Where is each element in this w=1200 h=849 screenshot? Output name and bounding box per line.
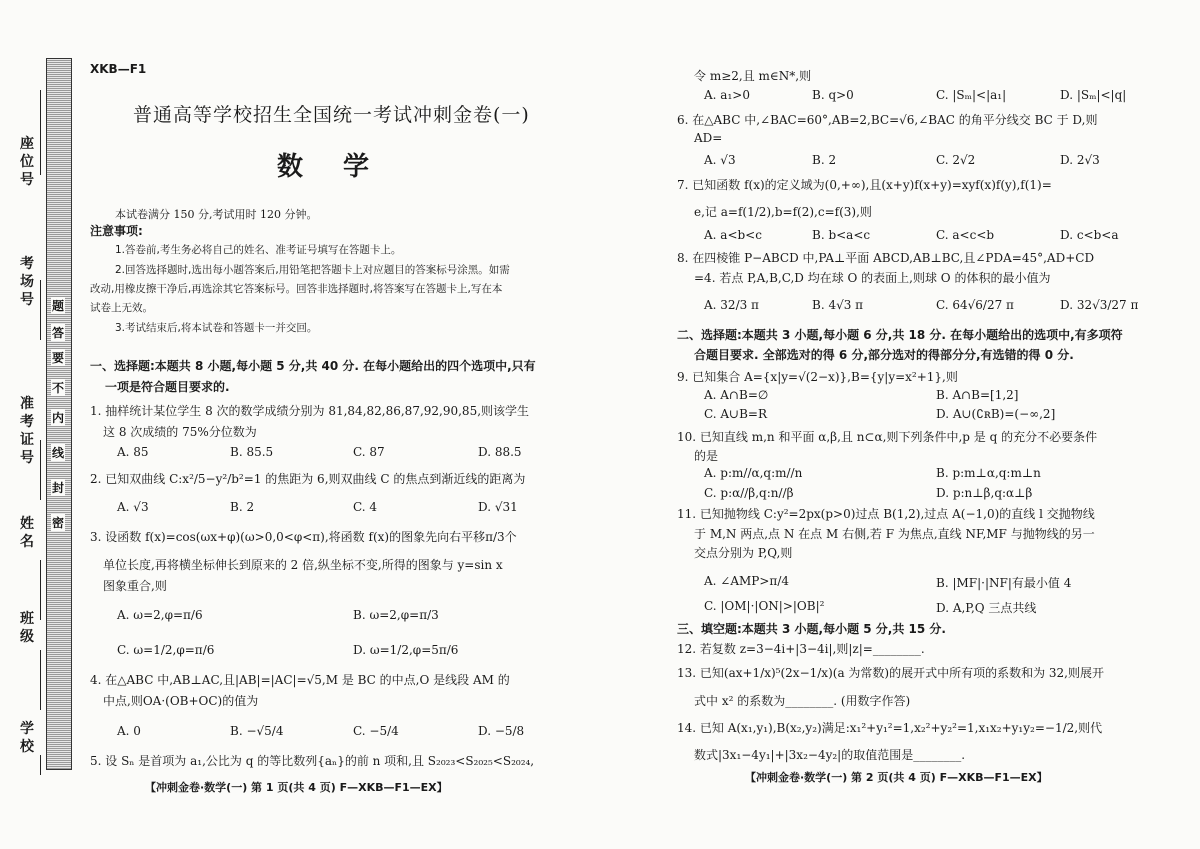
field-line: [40, 560, 41, 620]
option-d: D. A,P,Q 三点共线: [936, 601, 1037, 615]
name-label: 姓名: [20, 516, 36, 550]
question-text: =4. 若点 P,A,B,C,D 均在球 O 的表面上,则球 O 的体积的最小值为: [694, 271, 1051, 285]
seal-char: 密: [51, 516, 64, 530]
question-text: 交点分别为 P,Q,则: [694, 546, 793, 560]
question-text: 4. 在△ABC 中,AB⊥AC,且|AB|=|AC|=√5,M 是 BC 的中点,O 是线段 AM 的: [90, 673, 510, 687]
option-b: B. 2: [230, 500, 255, 514]
option-b: B. −√5/4: [230, 724, 284, 738]
option-d: D. c<b<a: [1060, 228, 1119, 242]
option-b: B. q>0: [812, 88, 854, 102]
field-line: [40, 755, 41, 775]
question-text: 3. 设函数 f(x)=cos(ωx+φ)(ω>0,0<φ<π),将函数 f(x)的图象先向右平移π/3个: [90, 530, 517, 544]
option-a: A. A∩B=∅: [704, 388, 769, 402]
question-text: 1. 抽样统计某位学生 8 次的数学成绩分别为 81,84,82,86,87,92,90,85,则该学生: [90, 404, 530, 418]
option-b: B. 2: [812, 153, 837, 167]
question-text: 的是: [694, 449, 719, 463]
school-label: 学校: [20, 721, 36, 755]
option-a: A. p:m//α,q:m//n: [704, 466, 803, 480]
option-a: A. √3: [704, 153, 736, 167]
option-d: D. ω=1/2,φ=5π/6: [353, 643, 459, 657]
note-line: 3.考试结束后,将本试卷和答题卡一并交回。: [115, 322, 318, 334]
question-text: 9. 已知集合 A={x|y=√(2−x)},B={y|y=x²+1},则: [677, 370, 958, 384]
note-line: 改动,用橡皮擦干净后,再选涂其它答案标号。回答非选择题时,将答案写在答题卡上,写在本: [90, 283, 503, 295]
seal-char: 封: [51, 481, 64, 495]
exam-intro: 本试卷满分 150 分,考试用时 120 分钟。: [115, 208, 318, 221]
right-page: [672, 0, 1192, 849]
question-text: 13. 已知(ax+1/x)⁵(2x−1/x)(a 为常数)的展开式中所有项的系数和为 32,则展开: [677, 666, 1104, 680]
seal-char: 要: [51, 351, 64, 365]
question-text: 图象重合,则: [103, 579, 167, 593]
option-a: A. √3: [117, 500, 149, 514]
field-line: [40, 440, 41, 500]
option-b: B. p:m⊥α,q:m⊥n: [936, 466, 1041, 480]
seal-char: 答: [51, 326, 64, 340]
note-line: 1.答卷前,考生务必将自己的姓名、准考证号填写在答题卡上。: [115, 244, 402, 256]
option-b: B. 85.5: [230, 445, 274, 459]
question-text: AD=: [694, 131, 723, 145]
question-text: 8. 在四棱锥 P−ABCD 中,PA⊥平面 ABCD,AB⊥BC,且∠PDA=45°,AD+CD: [677, 251, 1095, 265]
option-d: D. −5/8: [478, 724, 525, 738]
option-d: D. √31: [478, 500, 518, 514]
seal-line-column: [46, 58, 72, 770]
section-heading: 三、填空题:本题共 3 小题,每小题 5 分,共 15 分.: [677, 622, 946, 636]
question-text: 7. 已知函数 f(x)的定义域为(0,+∞),且(x+y)f(x+y)=xyf(x)f(y),f(1)=: [677, 178, 1052, 192]
class-label: 班级: [20, 611, 36, 645]
seal-char: 内: [51, 411, 64, 425]
option-a: A. ∠AMP>π/4: [704, 574, 789, 588]
section-heading: 二、选择题:本题共 3 小题,每小题 6 分,共 18 分. 在每小题给出的选项中,有多项符: [677, 328, 1123, 342]
question-text: 11. 已知抛物线 C:y²=2px(p>0)过点 B(1,2),过点 A(−1,0)的直线 l 交抛物线: [677, 507, 1095, 521]
option-b: B. |MF|·|NF|有最小值 4: [936, 576, 1072, 590]
option-a: A. 32/3 π: [704, 298, 759, 312]
option-a: A. 0: [117, 724, 141, 738]
option-a: A. a₁>0: [704, 88, 750, 102]
option-c: C. a<c<b: [936, 228, 995, 242]
question-text: 数式|3x₁−4y₁|+|3x₂−4y₂|的取值范围是________.: [694, 748, 966, 762]
option-c: C. p:α//β,q:n//β: [704, 486, 794, 500]
option-c: C. 64√6/27 π: [936, 298, 1014, 312]
section-heading: 合题目要求. 全部选对的得 6 分,部分选对的得部分分,有选错的得 0 分.: [694, 348, 1074, 362]
question-text: 于 M,N 两点,点 N 在点 M 右侧,若 F 为焦点,直线 NF,MF 与抛物线的另一: [694, 527, 1095, 541]
question-text: 10. 已知直线 m,n 和平面 α,β,且 n⊂α,则下列条件中,p 是 q 的充分不必要条件: [677, 430, 1098, 444]
section-heading: 一、选择题:本题共 8 小题,每小题 5 分,共 40 分. 在每小题给出的四个选项中,只有: [90, 359, 536, 373]
option-d: D. A∪(∁ʀB)=(−∞,2]: [936, 407, 1056, 421]
option-c: C. 2√2: [936, 153, 976, 167]
seat-number-label: 座位号: [20, 136, 36, 188]
exam-title: 普通高等学校招生全国统一考试冲刺金卷(一): [133, 104, 530, 126]
question-text: e,记 a=f(1/2),b=f(2),c=f(3),则: [694, 205, 872, 219]
question-text: 令 m≥2,且 m∈N*,则: [694, 69, 812, 83]
field-line: [40, 650, 41, 710]
seal-char: 题: [51, 299, 64, 313]
field-line: [40, 90, 41, 175]
field-line: [40, 280, 41, 340]
option-c: C. 87: [353, 445, 385, 459]
note-line: 2.回答选择题时,选出每小题答案后,用铅笔把答题卡上对应题目的答案标号涂黑。如需: [115, 264, 510, 276]
question-text: 5. 设 Sₙ 是首项为 a₁,公比为 q 的等比数列{aₙ}的前 n 项和,且 S₂₀₂₃<S₂₀₂₅<S₂₀₂₄,: [90, 754, 535, 768]
question-text: 2. 已知双曲线 C:x²/5−y²/b²=1 的焦距为 6,则双曲线 C 的焦点到渐近线的距离为: [90, 472, 526, 486]
question-text: 单位长度,再将横坐标伸长到原来的 2 倍,纵坐标不变,所得的图象与 y=sin x: [103, 558, 503, 572]
question-text: 中点,则OA·(OB+OC)的值为: [103, 694, 259, 708]
page-footer: 【冲刺金卷·数学(一) 第 1 页(共 4 页) F—XKB—F1—EX】: [145, 781, 448, 794]
seal-char: 不: [51, 381, 64, 395]
option-c: C. |OM|·|ON|>|OB|²: [704, 599, 825, 613]
question-text: 6. 在△ABC 中,∠BAC=60°,AB=2,BC=√6,∠BAC 的角平分线交 BC 于 D,则: [677, 113, 1098, 127]
option-b: B. A∩B=[1,2]: [936, 388, 1019, 402]
option-c: C. 4: [353, 500, 378, 514]
admission-number-label: 准考证号: [20, 396, 36, 466]
option-b: B. 4√3 π: [812, 298, 864, 312]
exam-room-label: 考场号: [20, 256, 36, 308]
option-b: B. ω=2,φ=π/3: [353, 608, 439, 622]
option-d: D. p:n⊥β,q:α⊥β: [936, 486, 1033, 500]
option-a: A. a<b<c: [704, 228, 762, 242]
question-text: 式中 x² 的系数为________. (用数字作答): [694, 694, 911, 708]
notes-title: 注意事项:: [90, 224, 143, 238]
option-b: B. b<a<c: [812, 228, 871, 242]
option-a: A. ω=2,φ=π/6: [117, 608, 203, 622]
seal-char: 线: [51, 446, 64, 460]
option-d: D. 2√3: [1060, 153, 1100, 167]
option-d: D. 88.5: [478, 445, 522, 459]
question-text: 14. 已知 A(x₁,y₁),B(x₂,y₂)满足:x₁²+y₁²=1,x₂²+y₂²=1,x₁x₂+y₁y₂=−1/2,则代: [677, 721, 1103, 735]
option-c: C. −5/4: [353, 724, 399, 738]
option-d: D. 32√3/27 π: [1060, 298, 1139, 312]
option-d: D. |Sₘ|<|q|: [1060, 88, 1127, 102]
note-line: 试卷上无效。: [90, 302, 153, 314]
paper-code: XKB—F1: [90, 62, 147, 76]
option-c: C. ω=1/2,φ=π/6: [117, 643, 215, 657]
subject-title: 数学: [277, 152, 410, 182]
question-text: 12. 若复数 z=3−4i+|3−4i|,则|z|=________.: [677, 642, 925, 656]
question-text: 这 8 次成绩的 75%分位数为: [103, 425, 257, 439]
option-c: C. A∪B=R: [704, 407, 768, 421]
left-page: [85, 0, 585, 849]
option-a: A. 85: [117, 445, 149, 459]
option-c: C. |Sₘ|<|a₁|: [936, 88, 1007, 102]
page-footer: 【冲刺金卷·数学(一) 第 2 页(共 4 页) F—XKB—F1—EX】: [745, 771, 1048, 784]
section-heading: 一项是符合题目要求的.: [105, 380, 230, 394]
